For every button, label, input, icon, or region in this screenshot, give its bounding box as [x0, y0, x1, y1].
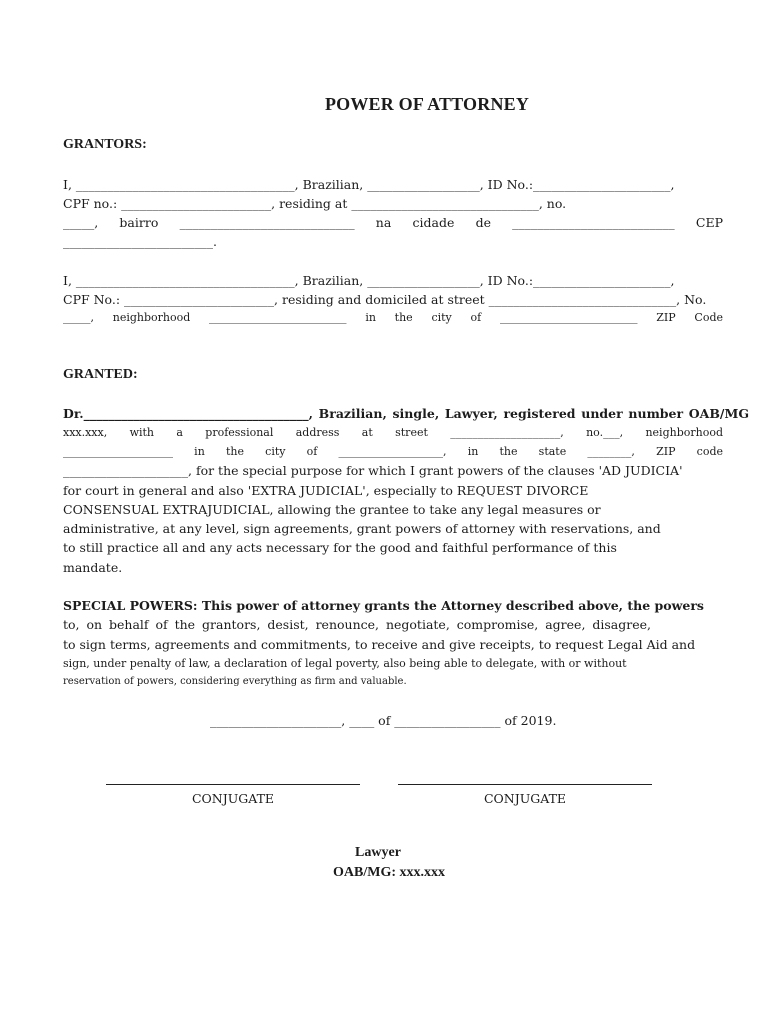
granted-line-5: for court in general and also 'EXTRA JUDICIAL', especially to REQUEST DIVORCE: [63, 483, 589, 498]
granted-heading: GRANTED:: [63, 367, 138, 382]
granted-line-7: administrative, at any level, sign agreements, grant powers of attorney with reservations, and: [63, 521, 661, 536]
grantor1-line-2: CPF no.: ________________________, residing at ______________________________, no.: [63, 196, 567, 211]
lawyer-label: Lawyer: [355, 845, 401, 860]
grantors-heading: GRANTORS:: [63, 137, 147, 152]
grantor1-line-4: ________________________.: [63, 234, 217, 249]
special-powers-line-5: reservation of powers, considering everything as firm and valuable.: [63, 676, 407, 687]
grantor2-line-3: _____, neighborhood _________________________ in the city of _________________________ ZIP Code: [63, 311, 723, 324]
grantor2-line-2: CPF No.: ________________________, residing and domiciled at street ______________________________, No.: [63, 292, 707, 307]
special-powers-line-3: to sign terms, agreements and commitments, to receive and give receipts, to request Legal Aid and: [63, 637, 696, 652]
signature-line-left: [106, 784, 360, 785]
granted-line-3: ____________________ in the city of ___________________, in the state ________, ZIP code: [63, 445, 723, 458]
granted-line-2: xxx.xxx, with a professional address at street ____________________, no.___, neighborhood: [63, 426, 723, 439]
special-powers-line-4: sign, under penalty of law, a declaration of legal poverty, also being able to delegate, with or without: [63, 657, 627, 670]
special-powers-line-2: to, on behalf of the grantors, desist, renounce, negotiate, compromise, agree, disagree,: [63, 617, 651, 632]
document-title: POWER OF ATTORNEY: [324, 94, 530, 114]
signature-line-right: [398, 784, 652, 785]
granted-line-9: mandate.: [63, 560, 123, 575]
granted-line-6: CONSENSUAL EXTRAJUDICIAL, allowing the grantee to take any legal measures or: [63, 502, 601, 517]
grantor1-line-3: _____, bairro ____________________________ na cidade de __________________________ CEP: [63, 215, 723, 230]
date-line: _____________________, ____ of _________________ of 2019.: [210, 713, 557, 728]
grantor2-line-1: I, ___________________________________, Brazilian, __________________, ID No.:______________________,: [63, 273, 675, 288]
lawyer-oab: OAB/MG: xxx.xxx: [333, 865, 445, 880]
grantor1-line-1: I, ___________________________________, Brazilian, __________________, ID No.:______________________,: [63, 177, 675, 192]
signature-label-left: CONJUGATE: [191, 791, 275, 806]
granted-line-8: to still practice all and any acts necessary for the good and faithful performance of this: [63, 540, 617, 555]
signature-label-right: CONJUGATE: [483, 791, 567, 806]
special-powers-line-1: SPECIAL POWERS: This power of attorney grants the Attorney described above, the powers: [63, 598, 704, 613]
granted-line-1: Dr.____________________________________, Brazilian, single, Lawyer, registered under number OAB/MG: [63, 406, 749, 421]
granted-line-4: ____________________, for the special purpose for which I grant powers of the clauses 'AD JUDICIA': [63, 463, 683, 478]
